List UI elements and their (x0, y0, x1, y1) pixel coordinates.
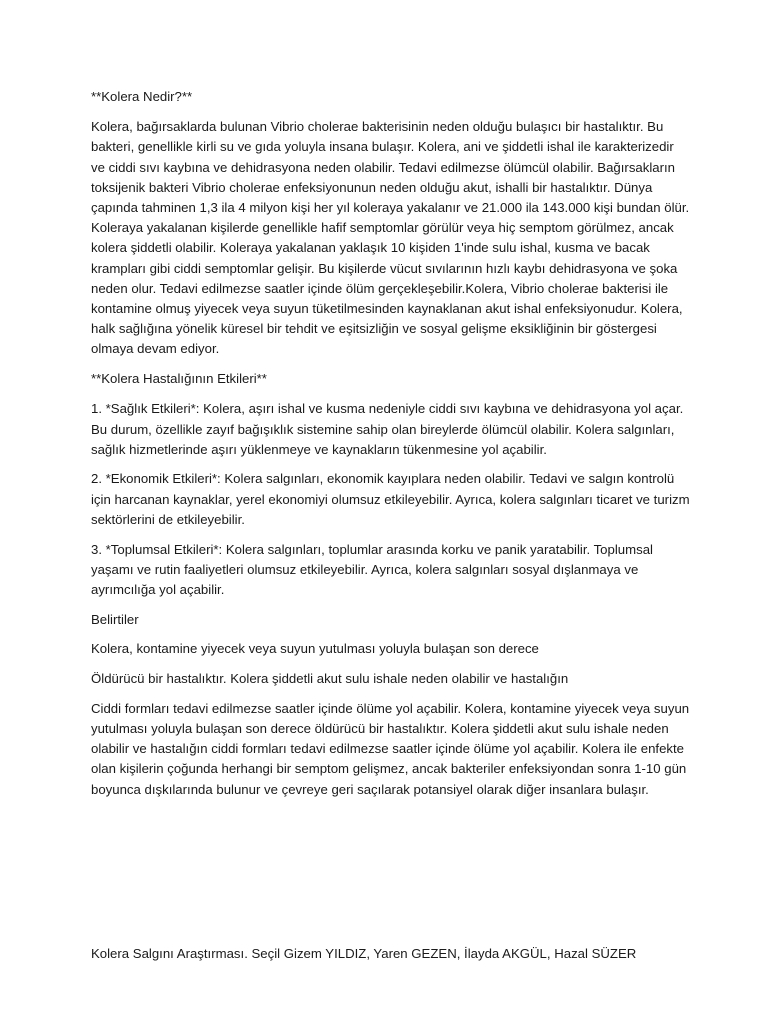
paragraph-belirtiler-line-1: Kolera, kontamine yiyecek veya suyun yutulması yoluyla bulaşan son derece (91, 641, 539, 657)
paragraph-belirtiler-detay: Ciddi formları tedavi edilmezse saatler içinde ölüme yol açabilir. Kolera, kontamine yiyecek veya suyun yutulması yoluyla bulaşan son derece öldürücü bir hastalıktır. Kolera şiddetli akut sulu ishale neden olabilir ve hastalığın ciddi formları tedavi edilmezse saatler içinde ölüme yol açabilir. Kolera ile enfekte olan kişilerin çoğunda herhangi bir semptom gelişmez, ancak bakteriler enfeksiyondan sonra 1-10 gün boyunca dışkılarında bulunur ve çevreye geri saçılarak potansiyel olarak diğer insanlara bulaşır. (91, 700, 690, 797)
page-footer: Kolera Salgını Araştırması. Seçil Gizem YILDIZ, Yaren GEZEN, İlayda AKGÜL, Hazal SÜZER (91, 946, 637, 961)
document-body (91, 87, 691, 809)
list-item-toplumsal-etkileri: 3. *Toplumsal Etkileri*: Kolera salgınları, toplumlar arasında korku ve panik yaratabilir. Toplumsal yaşamı ve rutin faaliyetleri olumsuz etkileyebilir. Ayrıca, kolera salgınları sosyal dışlanmaya ve ayrımcılığa yol açabilir. (91, 541, 653, 597)
paragraph-kolera-nedir: Kolera, bağırsaklarda bulunan Vibrio cholerae bakterisinin neden olduğu bulaşıcı bir hastalıktır. Bu bakteri, genellikle kirli su ve gıda yoluyla insana bulaşır. Kolera, ani ve şiddetli ishal ile karakterizedir ve ciddi sıvı kaybına ve dehidrasyona neden olabilir. Tedavi edilmezse ölümcül olabilir. Bağırsakların toksijenik bakteri Vibrio cholerae enfeksiyonunun neden olduğu akut, ishalli bir hastalıktır. Dünya çapında tahminen 1,3 ila 4 milyon kişi her yıl koleraya yakalanır ve 21.000 ila 143.000 kişi bundan ölür. Koleraya yakalanan kişilerde genellikle hafif semptomlar görülür veya hiç semptom görülmez, ancak kolera şiddetli olabilir. Koleraya yakalanan yaklaşık 10 kişiden 1'inde sulu ishal, kusma ve bacak krampları gibi ciddi semptomlar gelişir. Bu kişilerde vücut sıvılarının hızlı kaybı dehidrasyona ve şoka neden olur. Tedavi edilmezse saatler içinde ölüm gerçekleşebilir.Kolera, Vibrio cholerae bakterisi ile kontamine olmuş yiyecek veya suyun tüketilmesinden kaynaklanan akut ishal enfeksiyonudur. Kolera, halk sağlığına yönelik küresel bir tehdit ve eşitsizliğin ve sosyal gelişme eksikliğinin bir göstergesi olmaya devam ediyor. (91, 119, 690, 357)
heading-belirtiler: Belirtiler (91, 611, 139, 627)
list-item-ekonomik-etkileri: 2. *Ekonomik Etkileri*: Kolera salgınları, ekonomik kayıplara neden olabilir. Tedavi ve salgın kontrolü için harcanan kaynaklar, yerel ekonomiyi olumsuz etkileyebilir. Ayrıca, kolera salgınları ticaret ve turizm sektörlerini de etkileyebilir. (91, 471, 690, 527)
heading-kolera-nedir: **Kolera Nedir?** (91, 89, 193, 104)
list-item-saglik-etkileri: 1. *Sağlık Etkileri*: Kolera, aşırı ishal ve kusma nedeniyle ciddi sıvı kaybına ve dehidrasyona yol açar. Bu durum, özellikle zayıf bağışıklık sistemine sahip olan bireylerde ölümcül olabilir. Kolera salgınları, sağlık hizmetlerinde aşırı yüklenmeye ve kaynakların tükenmesine yol açabilir. (91, 401, 684, 457)
paragraph-belirtiler-line-2: Öldürücü bir hastalıktır. Kolera şiddetli akut sulu ishale neden olabilir ve hastalığın (91, 671, 569, 687)
heading-kolera-etkileri: **Kolera Hastalığının Etkileri** (91, 371, 267, 387)
